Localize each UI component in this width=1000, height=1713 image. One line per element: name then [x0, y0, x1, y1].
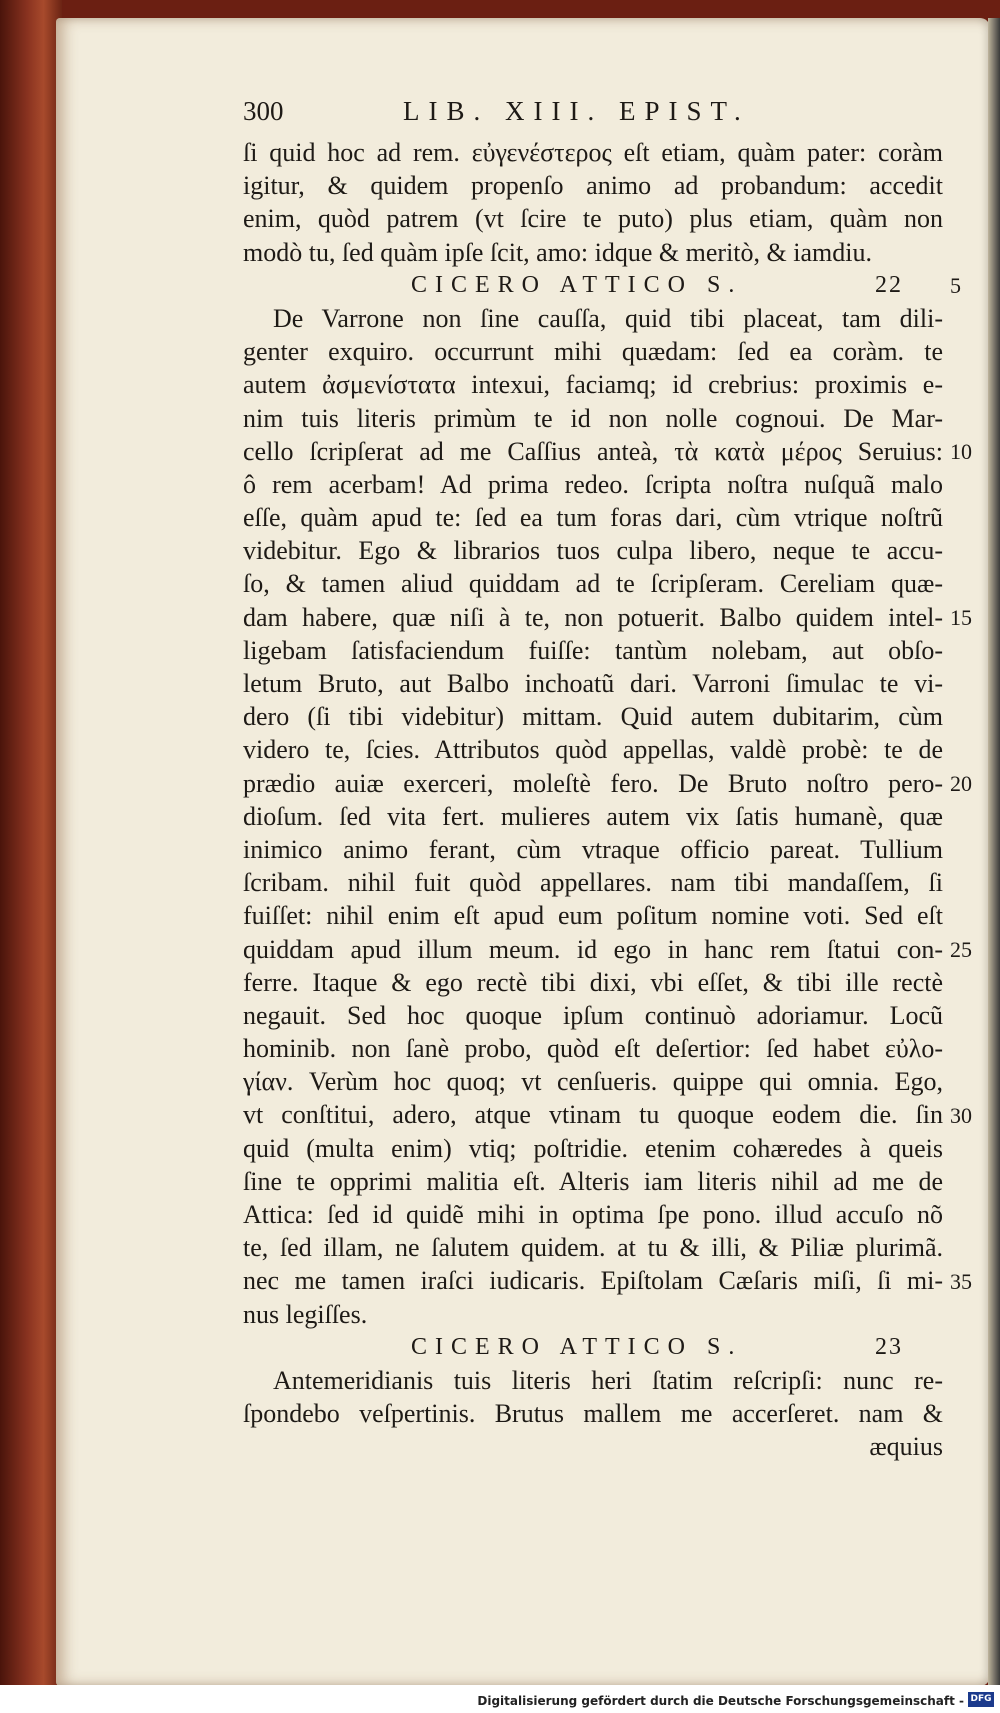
margin-line-number: 20	[950, 770, 972, 796]
text-block	[243, 96, 943, 1464]
text-line: ferre. Itaque & ego rectè tibi dixi, vbi eſſet, & tibi ille rectè	[243, 967, 943, 997]
text-line: cello ſcripſerat ad me Caſſius anteà, τὰ κατὰ μέρος Seruius:	[243, 436, 943, 466]
letter-heading-title: CICERO ATTICO S.	[411, 271, 743, 298]
text-line: dioſum. ſed vita fert. mulieres autem vix ſatis humanè, quæ	[243, 801, 943, 831]
text-line: Antemeridianis tuis literis heri ſtatim reſcripſi: nunc re-	[273, 1365, 943, 1395]
text-line: hominib. non ſanè probo, quòd eſt deſertior: ſed habet εὐλο-	[243, 1034, 943, 1064]
text-line: quid (multa enim) vtiq; poſtridie. etenim cohæredes à queis	[243, 1133, 943, 1163]
letter-heading	[243, 1331, 943, 1364]
text-line: te, ſed illam, ne ſalutem quidem. at tu & illi, & Piliæ plurimã.	[243, 1233, 943, 1263]
text-line: ſpondebo veſpertinis. Brutus mallem me accerſeret. nam &	[243, 1399, 943, 1429]
text-line: autem ἀσμενίστατα intexui, faciamq; id crebrius: proximis e-	[243, 370, 943, 400]
text-line: ſo, & tamen aliud quiddam ad te ſcripſeram. Cereliam quæ-	[243, 569, 943, 599]
margin-line-number: 15	[950, 604, 972, 630]
text-line: nus legiſſes.	[243, 1299, 368, 1329]
text-line: quiddam apud illum meum. id ego in hanc rem ſtatui con-	[243, 934, 943, 964]
text-line: modò tu, ſed quàm ipſe ſcit, amo: idque & meritò, & iamdiu.	[243, 237, 872, 267]
margin-line-number: 10	[950, 438, 972, 464]
text-line: ligebam ſatisfaciendum fuiſſe: tantùm nolebam, aut obſo-	[243, 635, 943, 665]
letter-heading-title: CICERO ATTICO S.	[411, 1333, 743, 1360]
page-number: 300	[243, 96, 284, 126]
text-line: nim tuis literis primùm te id non nolle cognoui. De Mar-	[243, 403, 943, 433]
text-line: inimico animo ferant, cùm vtraque officio pareat. Tullium	[243, 834, 943, 864]
text-line: ſcribam. nihil fuit quòd appellares. nam tibi mandaſſem, ſi	[243, 868, 943, 898]
letter-heading	[243, 269, 943, 302]
margin-line-number: 30	[950, 1102, 972, 1128]
footer-credit: Digitalisierung gefördert durch die Deutsche Forschungsgemeinschaft -	[477, 1694, 964, 1708]
running-title: LIB. XIII. EPIST.	[403, 96, 750, 126]
text-line: æquius	[869, 1432, 943, 1462]
running-head	[243, 96, 943, 136]
text-line: igitur, & quidem propenſo animo ad probandum: accedit	[243, 171, 943, 201]
book-edge	[0, 0, 62, 1713]
text-line: ſi quid hoc ad rem. εὐγενέστερος eſt etiam, quàm pater: coràm	[243, 138, 943, 167]
text-line: genter exquiro. occurrunt mihi quædam: ſed ea coràm. te	[243, 337, 943, 367]
dfg-logo: DFG	[968, 1692, 994, 1707]
text-line: prædio auiæ exerceri, moleſtè fero. De Bruto noſtro pero-	[243, 768, 943, 798]
letter-number: 23	[875, 1333, 903, 1360]
text-line: ſine te opprimi malitia eſt. Alteris iam literis nihil ad me de	[243, 1166, 943, 1196]
text-line: negauit. Sed hoc quoque ipſum continuò adoriamur. Locũ	[243, 1000, 943, 1030]
text-line: nec me tamen iraſci iudicaris. Epiſtolam Cæſaris miſi, ſi mi-	[243, 1266, 943, 1296]
text-line: γίαν. Verùm hoc quoq; vt cenſueris. quippe qui omnia. Ego,	[243, 1067, 943, 1097]
text-line: videbitur. Ego & librarios tuos culpa libero, neque te accu-	[243, 536, 943, 566]
text-line: letum Bruto, aut Balbo inchoatũ dari. Varroni ſimulac te vi-	[243, 669, 943, 698]
text-lines	[243, 136, 943, 1464]
page-gutter	[988, 18, 1000, 1686]
margin-line-number: 25	[950, 936, 972, 962]
text-line: dam habere, quæ niſi à te, non potuerit. Balbo quidem intel-	[243, 602, 943, 632]
text-line: eſſe, quàm apud te: ſed ea tum foras dari, cùm vtrique noſtrũ	[243, 503, 943, 533]
text-line: enim, quòd patrem (vt ſcire te puto) plus etiam, quàm non	[243, 204, 943, 234]
text-line: De Varrone non ſine cauſſa, quid tibi placeat, tam dili-	[273, 303, 943, 333]
text-line: vt conſtitui, adero, atque vtinam tu quoque eodem die. ſin	[243, 1100, 943, 1130]
margin-line-number: 5	[950, 272, 961, 298]
text-line: ô rem acerbam! Ad prima redeo. ſcripta noſtra nuſquã malo	[243, 469, 943, 499]
footer-band	[0, 1685, 1000, 1713]
letter-number: 22	[875, 271, 903, 298]
margin-line-number: 35	[950, 1268, 972, 1294]
text-line: videro te, ſcies. Attributos quòd appellas, valdè probè: te de	[243, 735, 943, 765]
text-line: fuiſſet: nihil enim eſt apud eum poſitum nomine voti. Sed eſt	[243, 901, 943, 931]
text-line: Attica: ſed id quidẽ mihi in optima ſpe pono. illud accuſo nõ	[243, 1200, 943, 1229]
text-line: dero (ſi tibi videbitur) mittam. Quid autem dubitarim, cùm	[243, 702, 943, 732]
